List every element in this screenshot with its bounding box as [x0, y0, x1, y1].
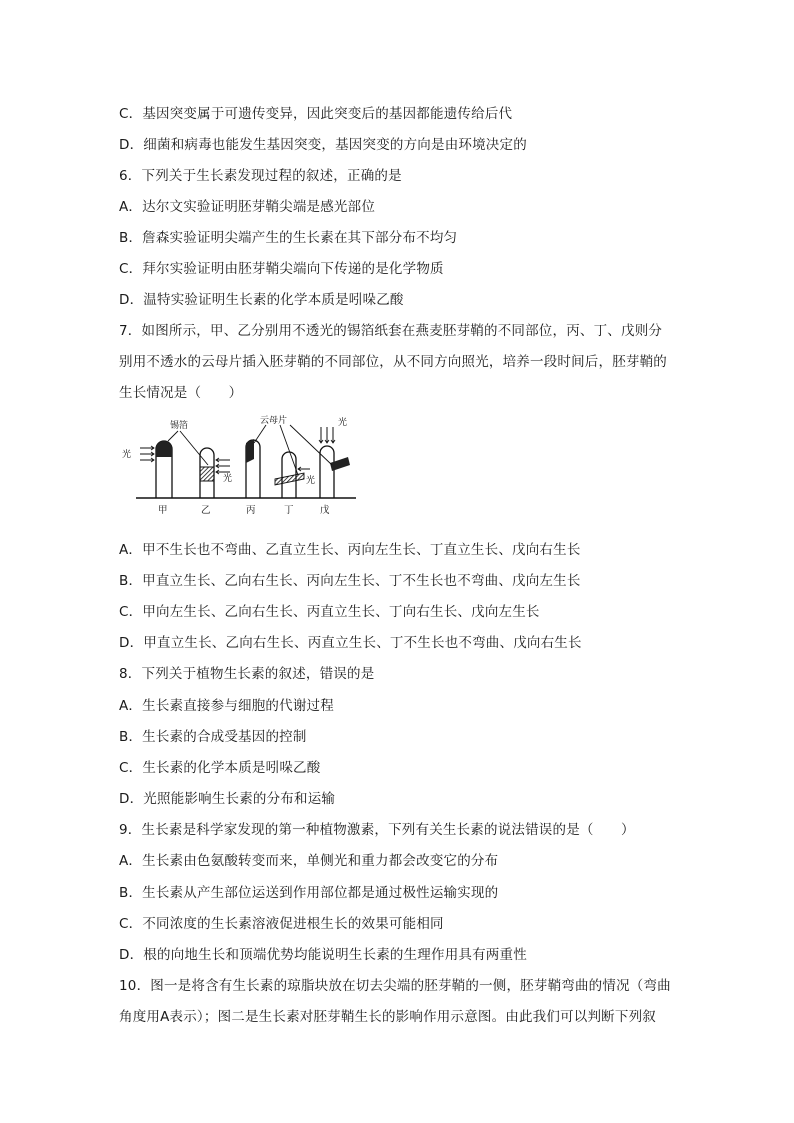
- option-8b: B．生长素的合成受基因的控制: [119, 729, 307, 745]
- coleoptile-wu: [319, 427, 350, 498]
- question-10-line-1: 10．图一是将含有生长素的琼脂块放在切去尖端的胚芽鞘的一侧，胚芽鞘弯曲的情况（弯曲: [119, 978, 671, 994]
- question-7-line-3: 生长情况是（ ）: [119, 385, 243, 401]
- option-7a: A．甲不生长也不弯曲、乙直立生长、丙向左生长、丁直立生长、戊向右生长: [119, 542, 581, 558]
- question-7-line-2: 别用不透水的云母片插入胚芽鞘的不同部位，从不同方向照光，培养一段时间后，胚芽鞘的: [119, 354, 667, 370]
- option-7d: D．甲直立生长、乙向右生长、丙直立生长、丁不生长也不弯曲、戊向右生长: [119, 635, 582, 651]
- coleoptile-figure: [118, 413, 358, 521]
- option-8d: D．光照能影响生长素的分布和运输: [119, 791, 336, 807]
- coleoptile-bing: [246, 439, 260, 498]
- option-7b: B．甲直立生长、乙向右生长、丙向左生长、丁不生长也不弯曲、戊向左生长: [119, 573, 581, 589]
- option-6b: B．詹森实验证明尖端产生的生长素在其下部分布不均匀: [119, 230, 458, 246]
- label-ding: 丁: [284, 505, 294, 516]
- option-8c: C．生长素的化学本质是吲哚乙酸: [119, 760, 321, 776]
- option-6a: A．达尔文实验证明胚芽鞘尖端是感光部位: [119, 199, 376, 215]
- question-9: 9．生长素是科学家发现的第一种植物激素，下列有关生长素的说法错误的是（ ）: [119, 822, 635, 838]
- option-6d: D．温特实验证明生长素的化学本质是吲哚乙酸: [119, 292, 404, 308]
- option-7c: C．甲向左生长、乙向右生长、丙直立生长、丁向右生长、戊向左生长: [119, 604, 540, 620]
- label-foil: 锡箔: [170, 421, 189, 431]
- label-wu: 戊: [320, 505, 330, 516]
- option-5d: D．细菌和病毒也能发生基因突变，基因突变的方向是由环境决定的: [119, 137, 527, 153]
- option-8a: A．生长素直接参与细胞的代谢过程: [119, 698, 334, 714]
- label-light-wu: 光: [338, 418, 348, 428]
- option-6c: C．拜尔实验证明由胚芽鞘尖端向下传递的是化学物质: [119, 261, 444, 277]
- label-light-jia: 光: [122, 450, 132, 460]
- question-10-line-2: 角度用A表示）；图二是生长素对胚芽鞘生长的影响作用示意图。由此我们可以判断下列叙: [119, 1009, 656, 1025]
- question-7-line-1: 7．如图所示，甲、乙分别用不透光的锡箔纸套在燕麦胚芽鞘的不同部位，丙、丁、戊则分: [119, 323, 663, 339]
- option-9d: D．根的向地生长和顶端优势均能说明生长素的生理作用具有两重性: [119, 947, 527, 963]
- question-6: 6．下列关于生长素发现过程的叙述，正确的是: [119, 168, 402, 184]
- label-light-ding: 光: [306, 476, 316, 486]
- option-5c: C．基因突变属于可遗传变异，因此突变后的基因都能遗传给后代: [119, 106, 513, 122]
- label-mica: 云母片: [260, 416, 288, 426]
- option-9c: C．不同浓度的生长素溶液促进根生长的效果可能相同: [119, 916, 444, 932]
- question-8: 8．下列关于植物生长素的叙述，错误的是: [119, 666, 375, 682]
- option-9b: B．生长素从产生部位运送到作用部位都是通过极性运输实现的: [119, 885, 499, 901]
- coleoptile-jia: [140, 441, 172, 498]
- coleoptile-yi: [200, 448, 233, 498]
- label-bing: 丙: [246, 505, 256, 516]
- label-jia: 甲: [158, 505, 168, 516]
- label-light-yi: 光: [223, 474, 233, 484]
- label-yi: 乙: [201, 505, 211, 516]
- option-9a: A．生长素由色氨酸转变而来，单侧光和重力都会改变它的分布: [119, 853, 499, 869]
